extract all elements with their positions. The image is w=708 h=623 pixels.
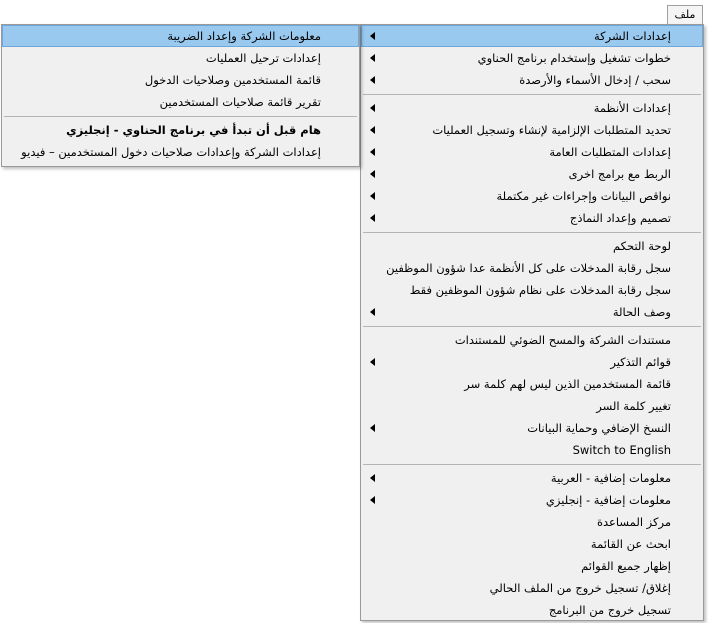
submenu-arrow-icon bbox=[370, 424, 375, 432]
main-menu-item-label: تحديد المتطلبات الإلزامية لإنشاء وتسجيل العمليات bbox=[432, 123, 671, 137]
submenu-arrow-icon bbox=[370, 170, 375, 178]
main-menu-item[interactable] bbox=[361, 257, 703, 279]
main-menu-item-label: ابحث عن القائمة bbox=[590, 537, 671, 551]
main-menu-item-label: لوحة التحكم bbox=[613, 239, 671, 253]
submenu-arrow-icon bbox=[370, 496, 375, 504]
submenu-arrow-icon bbox=[370, 104, 375, 112]
submenu-arrow-icon bbox=[370, 32, 375, 40]
main-menu-item-label: مركز المساعدة bbox=[596, 515, 671, 529]
main-menu-item[interactable] bbox=[361, 69, 703, 91]
main-menu-item-label: إعدادات المتطلبات العامة bbox=[549, 145, 671, 159]
main-menu-item[interactable] bbox=[361, 279, 703, 301]
main-menu-item-label: سجل رقابة المدخلات على كل الأنظمة عدا شؤون الموظفين bbox=[386, 261, 671, 275]
file-dropdown-menu bbox=[360, 24, 704, 621]
main-menu-item-label: خطوات تشغيل وإستخدام برنامج الحناوي bbox=[477, 51, 671, 65]
submenu-arrow-icon bbox=[370, 358, 375, 366]
main-menu-item-label: قوائم التذكير bbox=[610, 355, 671, 369]
menu-separator bbox=[4, 116, 357, 117]
menu-separator bbox=[363, 232, 701, 233]
main-menu-item-label: سجل رقابة المدخلات على نظام شؤون الموظفين فقط bbox=[409, 283, 671, 297]
main-menu-item-label: Switch to English bbox=[572, 443, 671, 457]
submenu-item-label: تقرير قائمة صلاحيات المستخدمين bbox=[159, 95, 321, 109]
submenu-item-label: معلومات الشركة وإعداد الضريبة bbox=[167, 29, 321, 43]
menu-separator bbox=[363, 94, 701, 95]
menu-separator bbox=[363, 326, 701, 327]
submenu-item-label: إعدادات ترحيل العمليات bbox=[205, 51, 321, 65]
main-menu-item-label: معلومات إضافية - إنجليزي bbox=[545, 493, 671, 507]
main-menu-item[interactable] bbox=[361, 97, 703, 119]
main-menu-item[interactable] bbox=[361, 555, 703, 577]
main-menu-item[interactable] bbox=[361, 163, 703, 185]
main-menu-item[interactable] bbox=[361, 467, 703, 489]
main-menu-item-label: معلومات إضافية - العربية bbox=[550, 471, 671, 485]
main-menu-item-label: قائمة المستخدمين الذين ليس لهم كلمة سر bbox=[464, 377, 671, 391]
main-menu-item[interactable] bbox=[361, 235, 703, 257]
main-menu-item[interactable] bbox=[361, 489, 703, 511]
main-menu-item[interactable] bbox=[361, 599, 703, 621]
main-menu-item-label: سحب / إدخال الأسماء والأرصدة bbox=[519, 73, 671, 87]
submenu-arrow-icon bbox=[370, 308, 375, 316]
main-menu-item-label: إعدادات الشركة bbox=[593, 29, 671, 43]
submenu-item[interactable] bbox=[2, 119, 359, 141]
main-menu-item-label: النسخ الإضافي وحماية البيانات bbox=[527, 421, 671, 435]
submenu-arrow-icon bbox=[370, 54, 375, 62]
main-menu-item[interactable] bbox=[361, 25, 703, 47]
menu-file[interactable]: ملف bbox=[667, 5, 703, 25]
main-menu-item[interactable] bbox=[361, 301, 703, 323]
main-menu-item-label: تسجيل خروج من البرنامج bbox=[548, 603, 671, 617]
main-menu-item[interactable] bbox=[361, 577, 703, 599]
menu-separator bbox=[363, 464, 701, 465]
main-menu-item[interactable] bbox=[361, 533, 703, 555]
submenu-item-label: قائمة المستخدمين وصلاحيات الدخول bbox=[144, 73, 321, 87]
main-menu-item[interactable] bbox=[361, 207, 703, 229]
submenu-arrow-icon bbox=[370, 76, 375, 84]
submenu-item[interactable] bbox=[2, 69, 359, 91]
main-menu-item[interactable] bbox=[361, 119, 703, 141]
submenu-item[interactable] bbox=[2, 25, 359, 47]
main-menu-item[interactable] bbox=[361, 47, 703, 69]
main-menu-item-label: مستندات الشركة والمسح الضوئي للمستندات bbox=[454, 333, 671, 347]
main-menu-item[interactable] bbox=[361, 439, 703, 461]
main-menu-item-label: وصف الحالة bbox=[612, 305, 671, 319]
submenu-item-label: إعدادات الشركة وإعدادات صلاحيات دخول المستخدمين – فيديو bbox=[21, 145, 321, 159]
submenu-arrow-icon bbox=[370, 148, 375, 156]
main-menu-item[interactable] bbox=[361, 395, 703, 417]
submenu-arrow-icon bbox=[370, 214, 375, 222]
submenu-item[interactable] bbox=[2, 141, 359, 163]
main-menu-item[interactable] bbox=[361, 329, 703, 351]
main-menu-item-label: تصميم وإعداد النماذج bbox=[569, 211, 671, 225]
main-menu-item[interactable] bbox=[361, 185, 703, 207]
main-menu-item-label: الربط مع برامج اخرى bbox=[568, 167, 671, 181]
main-menu-item-label: إغلاق/ تسجيل خروج من الملف الحالي bbox=[489, 581, 671, 595]
main-menu-item[interactable] bbox=[361, 141, 703, 163]
main-menu-item-label: نواقص البيانات وإجراءات غير مكتملة bbox=[496, 189, 671, 203]
submenu-arrow-icon bbox=[370, 192, 375, 200]
main-menu-item[interactable] bbox=[361, 351, 703, 373]
main-menu-item[interactable] bbox=[361, 511, 703, 533]
main-menu-item-label: إظهار جميع القوائم bbox=[581, 559, 671, 573]
company-settings-submenu bbox=[1, 24, 360, 167]
submenu-arrow-icon bbox=[370, 126, 375, 134]
main-menu-item[interactable] bbox=[361, 373, 703, 395]
main-menu-item-label: تغيير كلمة السر bbox=[596, 399, 671, 413]
main-menu-item[interactable] bbox=[361, 417, 703, 439]
submenu-item-label: هام قبل أن تبدأ في برنامج الحناوي - إنجليزي bbox=[66, 123, 321, 137]
submenu-arrow-icon bbox=[370, 474, 375, 482]
submenu-item[interactable] bbox=[2, 47, 359, 69]
main-menu-item-label: إعدادات الأنظمة bbox=[593, 101, 671, 115]
submenu-item[interactable] bbox=[2, 91, 359, 113]
